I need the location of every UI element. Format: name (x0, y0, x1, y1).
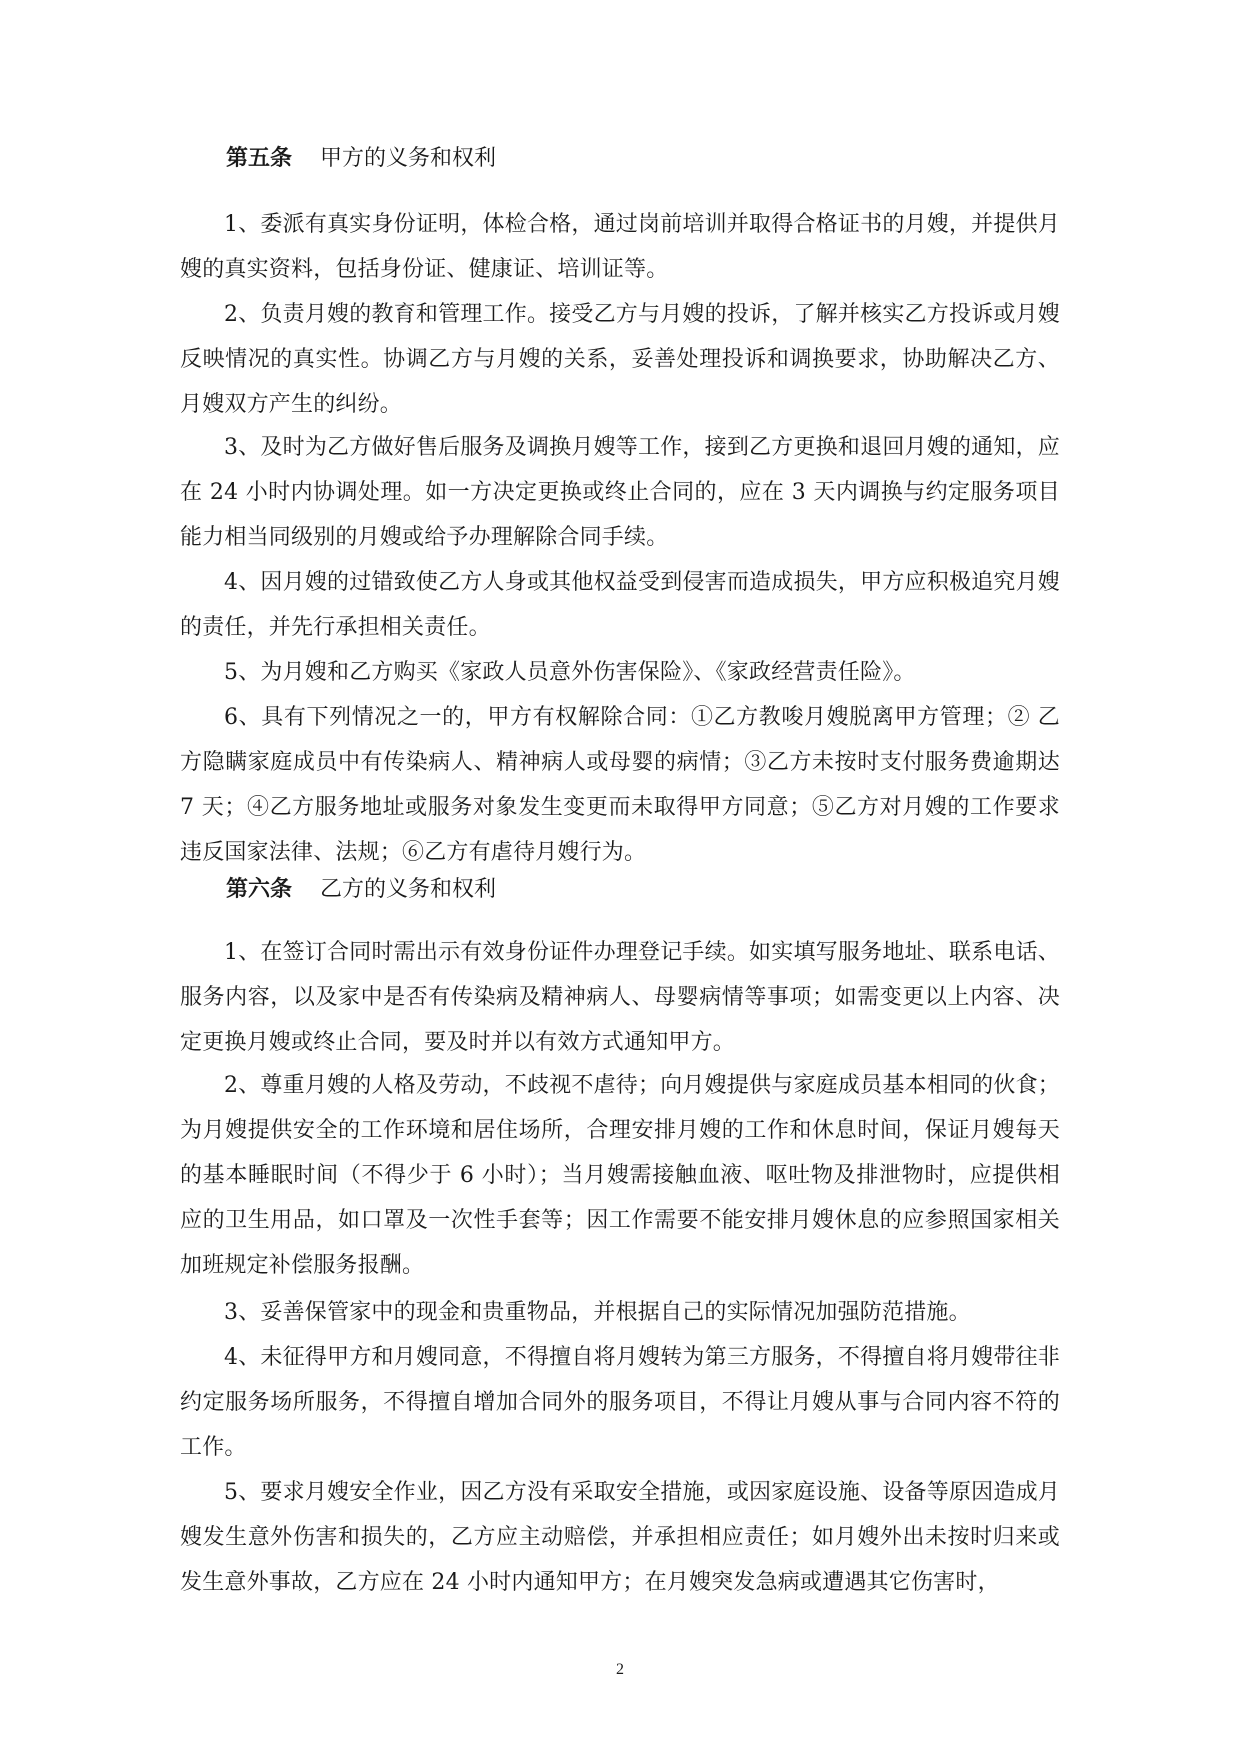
section-5-item-3: 3、及时为乙方做好售后服务及调换月嫂等工作，接到乙方更换和退回月嫂的通知，应在 24 小时内协调处理。如一方决定更换或终止合同的，应在 3 天内调换与约定服务项目能力相当同级别的月嫂或给予办理解除合同手续。 (180, 435, 1060, 550)
section-5-item-6: 6、具有下列情况之一的，甲方有权解除合同：①乙方教唆月嫂脱离甲方管理；② 乙方隐瞒家庭成员中有传染病人、精神病人或母婴的病情；③乙方未按时支付服务费逾期达 7 天；④乙方服务地址或服务对象发生变更而未取得甲方同意；⑤乙方对月嫂的工作要求违反国家法律、法规；⑥乙方有虐待月嫂行为。 (180, 705, 1060, 865)
section-5-item-2: 2、负责月嫂的教育和管理工作。接受乙方与月嫂的投诉，了解并核实乙方投诉或月嫂反映情况的真实性。协调乙方与月嫂的关系，妥善处理投诉和调换要求，协助解决乙方、月嫂双方产生的纠纷。 (180, 302, 1060, 417)
page-number: 2 (616, 1661, 624, 1678)
section-5-item-1: 1、委派有真实身份证明，体检合格，通过岗前培训并取得合格证书的月嫂，并提供月嫂的真实资料，包括身份证、健康证、培训证等。 (180, 212, 1060, 282)
section-6-title: 乙方的义务和权利 (320, 877, 497, 902)
section-6-item-4: 4、未征得甲方和月嫂同意，不得擅自将月嫂转为第三方服务，不得擅自将月嫂带往非约定服务场所服务，不得擅自增加合同外的服务项目，不得让月嫂从事与合同内容不符的工作。 (180, 1345, 1060, 1460)
section-6-label: 第六条 (226, 876, 293, 902)
section-5-title: 甲方的义务和权利 (320, 146, 497, 171)
section-5-item-5: 5、为月嫂和乙方购买《家政人员意外伤害保险》、《家政经营责任险》。 (224, 660, 916, 685)
section-6-heading (226, 874, 496, 905)
section-6-item-1: 1、在签订合同时需出示有效身份证件办理登记手续。如实填写服务地址、联系电话、服务内容，以及家中是否有传染病及精神病人、母婴病情等事项；如需变更以上内容、决定更换月嫂或终止合同，要及时并以有效方式通知甲方。 (180, 940, 1060, 1055)
section-6-item-3: 3、妥善保管家中的现金和贵重物品，并根据自己的实际情况加强防范措施。 (224, 1300, 971, 1325)
section-5-label: 第五条 (226, 145, 293, 171)
section-5-item-4: 4、因月嫂的过错致使乙方人身或其他权益受到侵害而造成损失，甲方应积极追究月嫂的责任，并先行承担相关责任。 (180, 570, 1060, 640)
section-5-heading (226, 143, 496, 174)
section-6-item-5: 5、要求月嫂安全作业，因乙方没有采取安全措施，或因家庭设施、设备等原因造成月嫂发生意外伤害和损失的，乙方应主动赔偿，并承担相应责任；如月嫂外出未按时归来或发生意外事故，乙方应在 24 小时内通知甲方；在月嫂突发急病或遭遇其它伤害时， (180, 1480, 1060, 1595)
section-6-item-2: 2、尊重月嫂的人格及劳动，不歧视不虐待；向月嫂提供与家庭成员基本相同的伙食；为月嫂提供安全的工作环境和居住场所，合理安排月嫂的工作和休息时间，保证月嫂每天的基本睡眠时间（不得少于 6 小时）；当月嫂需接触血液、呕吐物及排泄物时，应提供相应的卫生用品，如口罩及一次性手套等；因工作需要不能安排月嫂休息的应参照国家相关加班规定补偿服务报酬。 (180, 1073, 1060, 1278)
